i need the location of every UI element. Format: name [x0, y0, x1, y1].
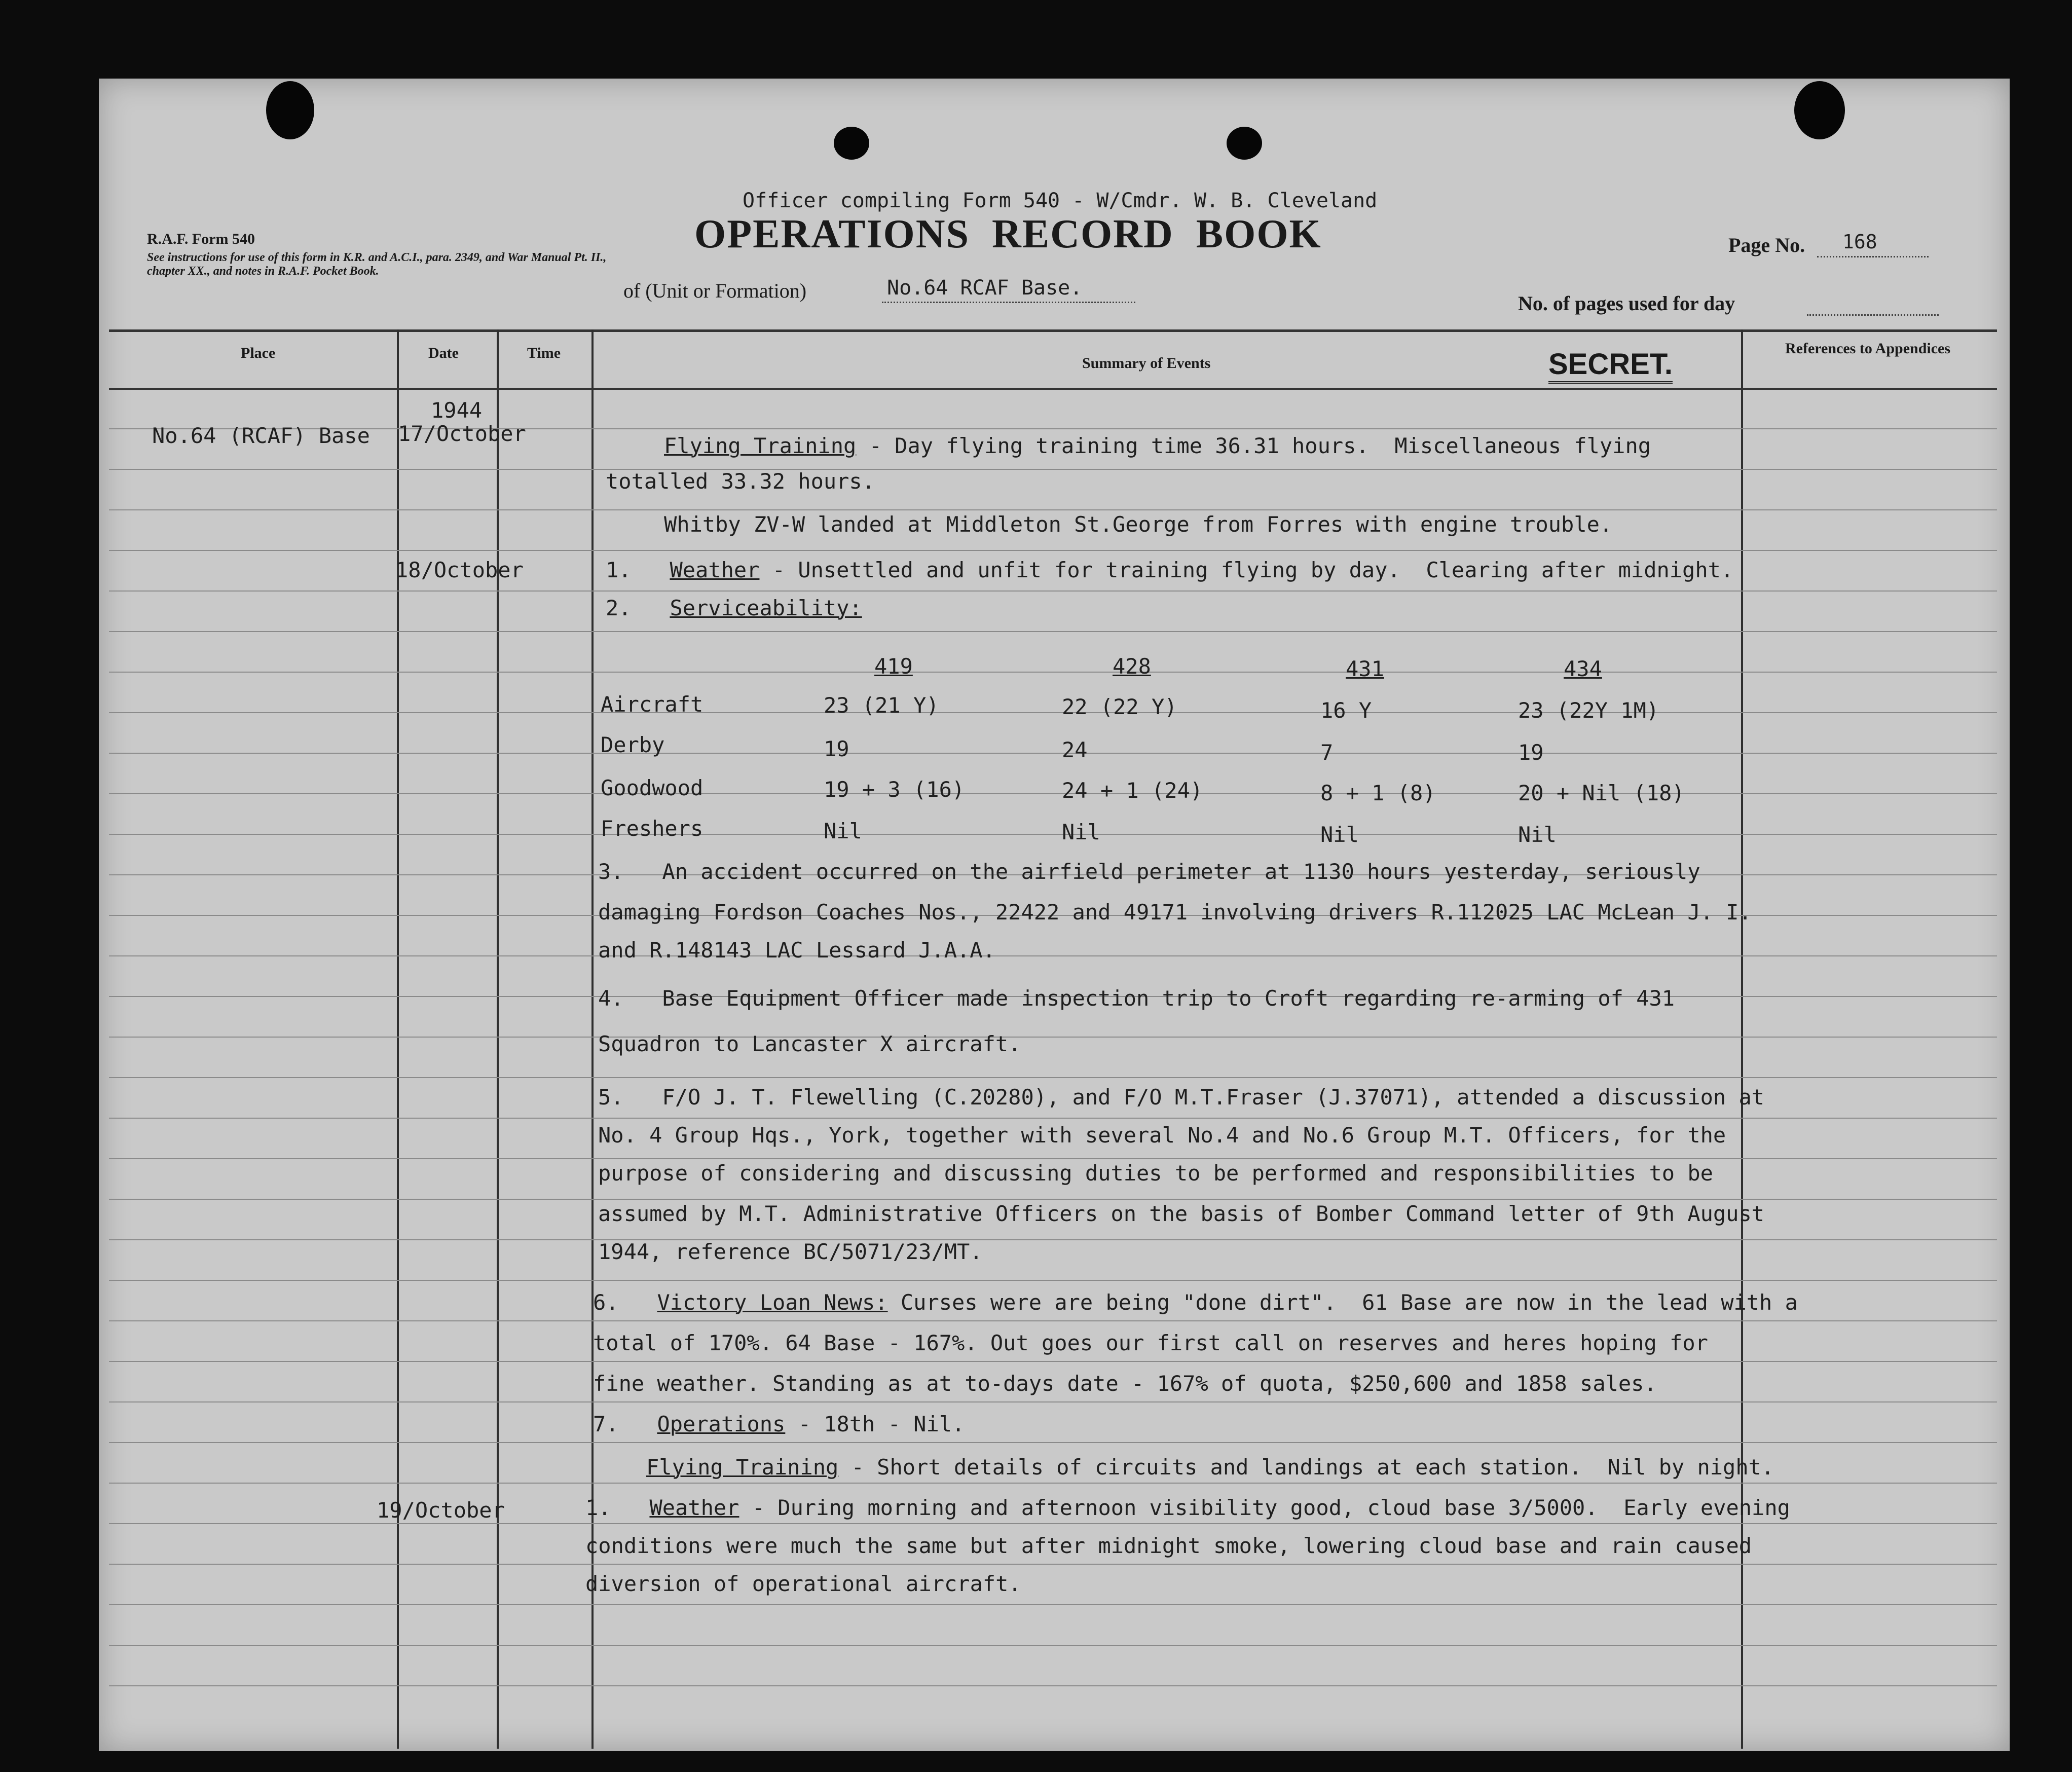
date-entry-19: 19/October [377, 1498, 505, 1523]
col-header-time: Time [527, 345, 561, 361]
weather-19-heading: Weather [649, 1495, 739, 1520]
entry-item-5-line4: assumed by M.T. Administrative Officers on the basis of Bomber Command letter of 9th August [598, 1201, 1765, 1226]
weather-text: - Unsettled and unfit for training flying by day. Clearing after midnight. [759, 558, 1734, 582]
row-rule [109, 1564, 1997, 1565]
col-header-date: Date [428, 345, 459, 361]
operations-number: 7. [593, 1412, 619, 1436]
binder-hole-right [1794, 81, 1845, 139]
pages-used-underline [1807, 314, 1939, 316]
entry-serviceability [606, 596, 862, 620]
row-rule [109, 1158, 1997, 1159]
row-rule [109, 1280, 1997, 1281]
weather-19-number: 1. [585, 1495, 611, 1520]
entry-weather-19-line2: conditions were much the same but after midnight smoke, lowering cloud base and rain caused [585, 1533, 1752, 1558]
service-cell: 24 + 1 (24) [1062, 778, 1203, 803]
entry-whitby: Whitby ZV-W landed at Middleton St.George from Forres with engine trouble. [664, 512, 1613, 537]
row-rule [109, 590, 1997, 592]
service-cell: 20 + Nil (18) [1518, 781, 1685, 805]
service-cell: 23 (21 Y) [824, 693, 939, 718]
service-cell: Nil [824, 819, 862, 843]
row-rule [109, 1199, 1997, 1200]
row-rule [109, 712, 1997, 713]
entry-item-3: 3. An accident occurred on the airfield perimeter at 1130 hours yesterday, seriously [598, 859, 1700, 884]
table-top-rule [109, 329, 1997, 332]
service-row-label: Goodwood [601, 776, 704, 800]
col-header-summary: Summary of Events [1082, 355, 1211, 372]
row-rule [109, 1523, 1997, 1524]
page-title: OPERATIONS RECORD BOOK [694, 212, 1322, 256]
squadron-header: 434 [1564, 656, 1602, 681]
service-cell: 19 [824, 736, 849, 761]
punch-hole-1 [834, 127, 869, 160]
row-rule [109, 1118, 1997, 1119]
header-bottom-rule [109, 388, 1997, 390]
squadron-header: 431 [1346, 656, 1384, 681]
col-divider-date [497, 329, 499, 1749]
entry-weather-18 [606, 558, 1733, 582]
flying-training-heading-2: Flying Training [646, 1455, 839, 1480]
entry-item-5-line5: 1944, reference BC/5071/23/MT. [598, 1239, 983, 1264]
row-rule [109, 509, 1997, 510]
row-rule [109, 834, 1997, 835]
weather-19-text: - During morning and afternoon visibility good, cloud base 3/5000. Early evening [739, 1495, 1790, 1520]
row-rule [109, 631, 1997, 632]
row-rule [109, 1401, 1997, 1402]
form-instructions: See instructions for use of this form in K.R. and A.C.I., para. 2349, and War Manual Pt. II., chapter XX., and notes in R.A.F. Pocket Book. [147, 251, 607, 278]
entry-flying-training-18 [646, 1455, 1774, 1480]
squadron-header: 428 [1113, 654, 1151, 679]
entry-item-3-line2: damaging Fordson Coaches Nos., 22422 and 49171 involving drivers R.112025 LAC McLean J. I. [598, 900, 1752, 925]
punch-hole-2 [1227, 127, 1262, 160]
row-rule [109, 672, 1997, 673]
page-no-underline [1817, 256, 1929, 257]
row-rule [109, 1077, 1997, 1078]
row-rule [109, 955, 1997, 956]
entry-item-5-line2: No. 4 Group Hqs., York, together with several No.4 and No.6 Group M.T. Officers, for the [598, 1123, 1726, 1148]
flying-training-text-2: - Short details of circuits and landings at each station. Nil by night. [838, 1455, 1774, 1480]
weather-number: 1. [606, 558, 632, 582]
row-rule [109, 1361, 1997, 1362]
officer-compiling: Officer compiling Form 540 - W/Cmdr. W. B. Cleveland [743, 189, 1378, 212]
place-entry: No.64 (RCAF) Base [152, 423, 370, 448]
pages-used-label: No. of pages used for day [1518, 292, 1735, 315]
row-rule [109, 1483, 1997, 1484]
entry-item-4: 4. Base Equipment Officer made inspection trip to Croft regarding re-arming of 431 [598, 986, 1675, 1011]
victory-heading: Victory Loan News: [657, 1290, 888, 1315]
row-rule [109, 1604, 1997, 1605]
entry-weather-19 [585, 1495, 1790, 1520]
operations-heading: Operations [657, 1412, 786, 1436]
service-cell: Nil [1062, 820, 1100, 844]
entry-item-7 [593, 1412, 965, 1436]
entry-item-5-line3: purpose of considering and discussing duties to be performed and responsibilities to be [598, 1161, 1713, 1186]
service-cell: 22 (22 Y) [1062, 694, 1177, 719]
secret-stamp: SECRET. [1548, 347, 1673, 384]
entry-item-5: 5. F/O J. T. Flewelling (C.20280), and F/O M.T.Fraser (J.37071), attended a discussion at [598, 1085, 1765, 1110]
form-name: R.A.F. Form 540 [147, 231, 255, 247]
row-rule [109, 1320, 1997, 1321]
row-rule [109, 753, 1997, 754]
date-entry-18: 18/October [395, 558, 524, 582]
service-cell: 24 [1062, 737, 1088, 762]
row-rule [109, 1442, 1997, 1443]
col-header-references: References to Appendices [1785, 340, 1951, 357]
service-cell: 23 (22Y 1M) [1518, 698, 1659, 723]
row-rule [109, 1685, 1997, 1686]
service-cell: 8 + 1 (8) [1320, 781, 1436, 805]
entry-flying-training-17-line2: totalled 33.32 hours. [606, 469, 875, 494]
service-cell: 7 [1320, 740, 1334, 765]
unit-value: No.64 RCAF Base. [887, 276, 1083, 300]
row-rule [109, 793, 1997, 794]
serviceability-heading: Serviceability: [670, 596, 862, 620]
entry-flying-training-17 [664, 433, 1651, 458]
page-no-label: Page No. [1728, 234, 1805, 256]
row-rule [109, 428, 1997, 429]
service-cell: Nil [1320, 822, 1359, 847]
unit-underline [882, 302, 1135, 303]
year-entry: 1944 [431, 398, 483, 423]
unit-label: of (Unit or Formation) [623, 279, 807, 302]
entry-item-4-line2: Squadron to Lancaster X aircraft. [598, 1031, 1021, 1056]
service-row-label: Aircraft [601, 692, 704, 717]
row-rule [109, 1037, 1997, 1038]
service-cell: 19 [1518, 740, 1544, 765]
entry-item-6-line2: total of 170%. 64 Base - 167%. Out goes our first call on reserves and heres hoping for [593, 1331, 1708, 1355]
entry-item-6 [593, 1290, 1798, 1315]
service-cell: 19 + 3 (16) [824, 777, 965, 802]
binder-hole-left [266, 81, 314, 139]
serviceability-number: 2. [606, 596, 632, 620]
flying-training-heading: Flying Training [664, 433, 857, 458]
service-row-label: Freshers [601, 816, 704, 841]
victory-text: Curses were are being "done dirt". 61 Base are now in the lead with a [887, 1290, 1798, 1315]
entry-weather-19-line3: diversion of operational aircraft. [585, 1571, 1021, 1596]
col-divider-place [397, 329, 399, 1749]
service-row-label: Derby [601, 732, 665, 757]
service-cell: Nil [1518, 822, 1557, 847]
page-no-value: 168 [1842, 231, 1877, 253]
date-entry-17: 17/October [398, 421, 526, 446]
weather-heading: Weather [670, 558, 760, 582]
row-rule [109, 550, 1997, 551]
row-rule [109, 1645, 1997, 1646]
record-sheet [99, 79, 2010, 1751]
flying-training-text: - Day flying training time 36.31 hours. Miscellaneous flying [856, 433, 1651, 458]
squadron-header: 419 [874, 654, 913, 679]
row-rule [109, 1239, 1997, 1240]
entry-item-6-line3: fine weather. Standing as at to-days date - 167% of quota, $250,600 and 1858 sales. [593, 1371, 1657, 1396]
row-rule [109, 469, 1997, 470]
operations-text: - 18th - Nil. [785, 1412, 965, 1436]
col-header-place: Place [241, 345, 276, 361]
entry-item-3-line3: and R.148143 LAC Lessard J.A.A. [598, 938, 995, 963]
victory-number: 6. [593, 1290, 619, 1315]
service-cell: 16 Y [1320, 698, 1372, 723]
